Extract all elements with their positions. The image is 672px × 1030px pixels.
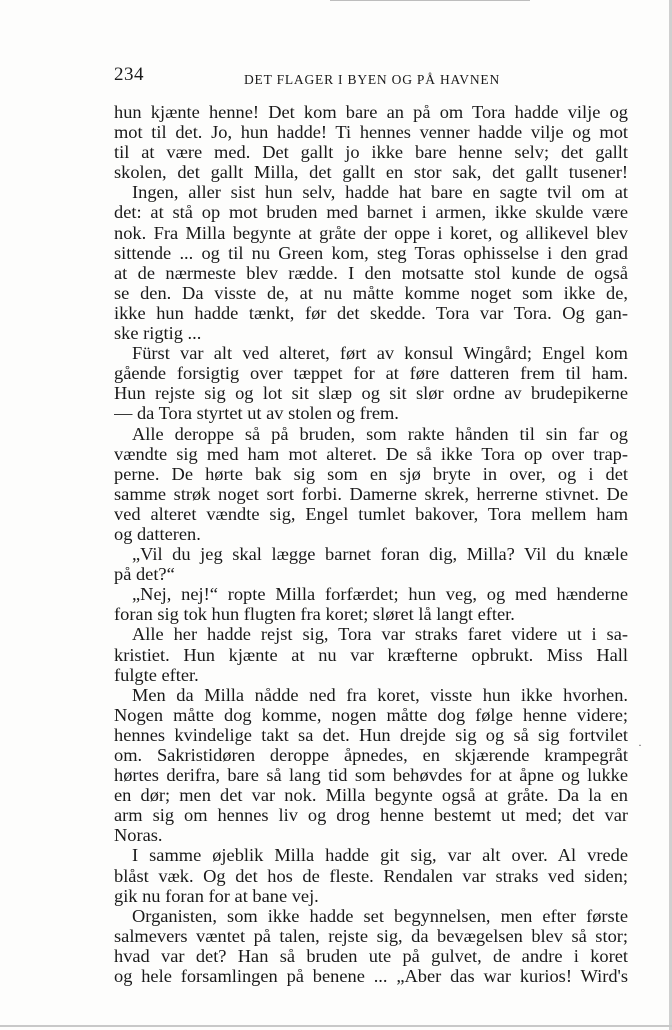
text-line: Alle deroppe så på bruden, som rakte hånden til sin far og [132,423,628,444]
text-line: nok. Fra Milla begynte at gråte der oppe i koret, og allikevel blev [114,222,628,243]
text-line: ved alteret vændte sig, Engel tumlet bakover, Tora mellem ham [114,503,628,524]
text-line: „Vil du jeg skal lægge barnet foran dig, Milla? Vil du knæle [132,544,628,565]
text-line: gående forsigtig over tæppet for at føre datteren frem til ham. [114,363,628,384]
text-line: hvad var det? Han så bruden ute på gulvet, de andre i koret [114,945,628,966]
text-line: „Nej, nej!“ ropte Milla forfærdet; hun veg, og med hænderne [132,584,628,605]
text-line: og hele forsamlingen på benene ... „Aber das war kurios! Wird's [114,966,628,987]
text-line: gik nu foran for at bane vej. [114,885,319,906]
text-line: Noras. [114,825,163,846]
text-line: hørtes derifra, bare så lang tid som behøvdes for at åpne og lukke [114,765,628,786]
text-line: ikke hun hadde tænkt, før det skedde. Tora var Tora. Og gan- [114,302,628,323]
text-line: det: at stå op mot bruden med barnet i armen, ikke skulde være [114,202,628,223]
text-line: ske rigtig ... [114,323,202,344]
page-header [114,64,628,88]
text-line: Ingen, aller sist hun selv, hadde hat bare en sagte tvil om at [132,182,628,203]
text-line: salmevers væntet på talen, rejste sig, da bevægelsen blev så stor; [114,925,628,946]
text-line: kristiet. Hun kjænte at nu var kræfterne opbrukt. Miss Hall [114,644,628,665]
text-line: Alle her hadde rejst sig, Tora var straks faret videre ut i sa- [132,624,628,645]
text-line: sittende ... og til nu Green kom, steg Toras ophisselse i den grad [114,242,628,263]
text-line: en dør; men det var nok. Milla begynte også at gråte. Da la en [114,785,628,806]
margin-mark: · [638,738,642,752]
text-line: — da Tora styrtet ut av stolen og frem. [114,403,399,424]
text-line: om. Sakristidøren deroppe åpnedes, en skjærende krampegråt [114,745,628,765]
text-line: fulgte efter. [114,664,199,685]
text-line: arm sig om hennes liv og drog henne bestemt ut med; det var [114,805,628,826]
text-line: og datteren. [114,523,201,544]
text-line: skolen, det gallt Milla, det gallt en stor sak, det gallt tusener! [114,162,628,183]
top-scan-edge [330,0,530,1]
text-line: til at være med. Det gallt jo ikke bare henne selv; det gallt [114,142,628,163]
text-line: blåst væk. Og det hos de fleste. Rendalen var straks ved siden; [114,865,628,886]
page-number: 234 [114,64,144,85]
text-line: på det?“ [114,564,175,585]
text-line: hennes kvindelige takt sa det. Hun drejde sig og så sig fortvilet [114,724,628,745]
text-line: Fürst var alt ved alteret, ført av konsul Wingård; Engel kom [132,343,628,364]
text-line: Hun rejste sig og lot sit slæp og sit slør ordne av brudepikerne [114,383,628,404]
text-line: foran sig tok hun flugten fra koret; sløret lå langt efter. [114,604,515,625]
text-line: at de nærmeste blev rædde. I den motsatte stol kunde de også [114,262,628,283]
text-line: se den. Da visste de, at nu måtte komme noget som ikke de, [114,282,628,303]
text-line: Nogen måtte dog komme, nogen måtte dog følge henne videre; [114,704,628,725]
text-line: samme strøk noget sort forbi. Damerne skrek, herrerne stivnet. De [114,483,628,504]
text-line: I samme øjeblik Milla hadde git sig, var alt over. Al vrede [132,845,628,866]
text-line: hun kjænte henne! Det kom bare an på om Tora hadde vilje og [114,102,628,122]
body-text [114,102,628,986]
bottom-scan-edge [0,1025,672,1027]
running-title: DET FLAGER I BYEN OG PÅ HAVNEN [244,72,501,87]
text-line: Men da Milla nådde ned fra koret, visste hun ikke hvorhen. [132,684,628,705]
text-line: vændte sig med ham mot alteret. De så ikke Tora op over trap- [114,443,628,464]
text-line: Organisten, som ikke hadde set begynnelsen, men efter første [132,905,628,926]
text-line: perne. De hørte bak sig som en sjø bryte in over, og i det [114,463,628,484]
text-line: mot til det. Jo, hun hadde! Ti hennes venner hadde vilje og mot [114,122,628,143]
